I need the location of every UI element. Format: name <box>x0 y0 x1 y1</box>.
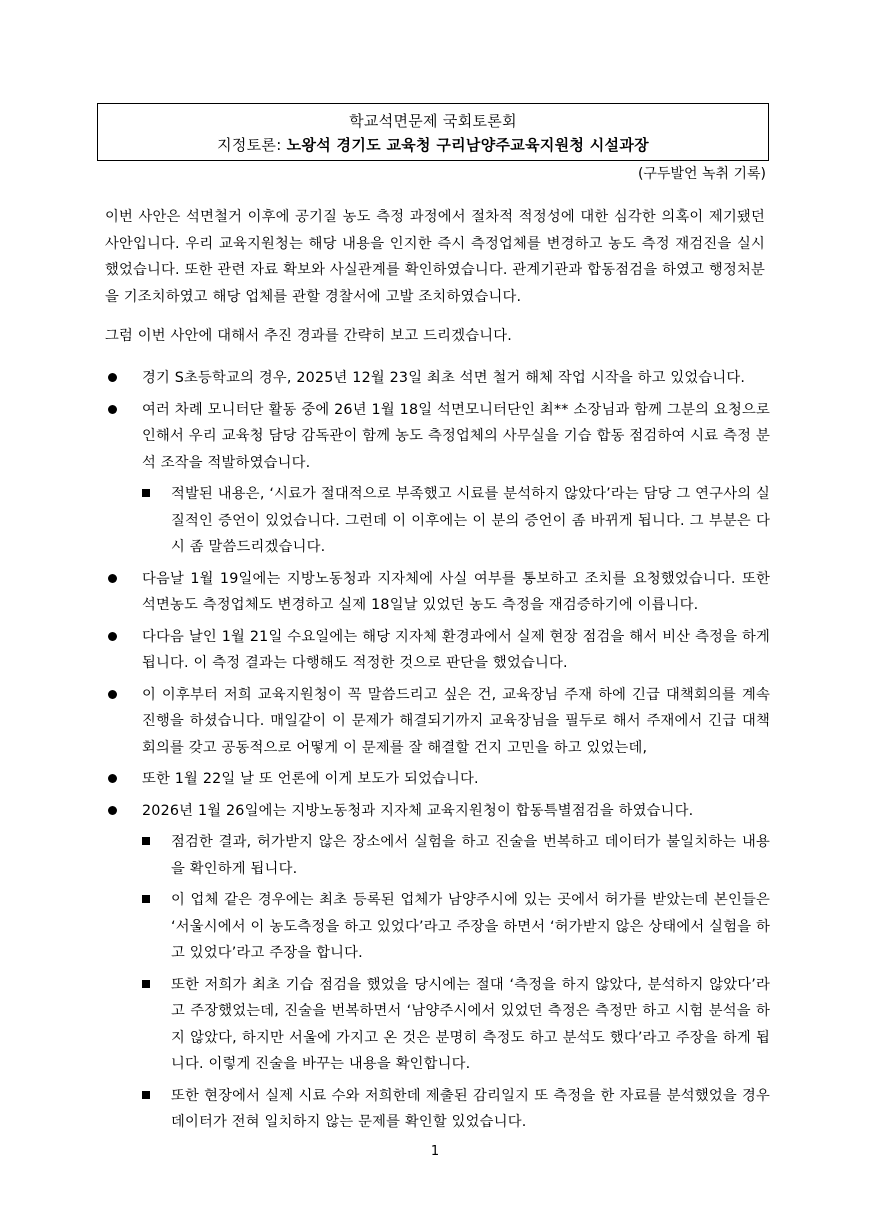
list-item-text: 2026년 1월 26일에는 지방노동청과 지자체 교육지원청이 합동특별점검을 하였습니다. <box>142 802 694 819</box>
sub-list-item-text: 적발된 내용은, ‘시료가 절대적으로 부족했고 시료를 분석하지 않았다’라는 담당 그 연구사의 실질적인 증언이 있었습니다. 그런데 이 이후에는 이 분의 증언이 좀 바뀌게 됩니다. 그 부분은 다시 좀 말씀드리겠습니다. <box>171 486 770 555</box>
list-item <box>105 566 770 619</box>
list-item <box>105 766 770 793</box>
list-item <box>105 624 770 677</box>
bullet-dot-icon <box>108 373 117 382</box>
list-item-text: 다음날 1월 19일에는 지방노동청과 지자체에 사실 여부를 통보하고 조치를 요청했었습니다. 또한 석면농도 측정업체도 변경하고 실제 18일날 있었던 농도 측정을 재검증하기에 이릅니다. <box>142 570 770 613</box>
bullet-square-icon <box>142 1091 150 1099</box>
record-note: (구두발언 녹취 기록) <box>637 166 766 182</box>
list-item-text: 이 이후부터 저희 교육지원청이 꼭 말씀드리고 싶은 건, 교육장님 주재 하에 긴급 대책회의를 계속 진행을 하셨습니다. 매일같이 이 문제가 해결되기까지 교육장님을 필두로 해서 주재에서 긴급 대책 회의를 갖고 공동적으로 어떻게 이 문제를 잘 해결할 건지 고민을 하고 있었는데, <box>142 686 770 756</box>
list-item-text: 다다음 날인 1월 21일 수요일에는 해당 지자체 환경과에서 실제 현장 점검을 해서 비산 측정을 하게 됩니다. 이 측정 결과는 다행해도 적정한 것으로 판단을 했었습니다. <box>142 628 770 671</box>
sub-list-item-text: 점검한 결과, 허가받지 않은 장소에서 실험을 하고 진술을 번복하고 데이터가 불일치하는 내용을 확인하게 됩니다. <box>171 834 770 877</box>
sub-list-item <box>105 481 770 561</box>
page-number: 1 <box>430 1144 440 1159</box>
speaker-name: 노왕석 경기도 교육청 구리남양주교육지원청 시설과장 <box>286 136 649 154</box>
bullet-dot-icon <box>108 774 117 783</box>
bullet-square-icon <box>142 895 150 903</box>
list-item-text: 또한 1월 22일 날 또 언론에 이게 보도가 되었습니다. <box>142 771 479 787</box>
bullet-dot-icon <box>108 405 117 414</box>
title-box <box>97 103 769 161</box>
sub-list-item <box>105 972 770 1078</box>
bullet-dot-icon <box>108 632 117 641</box>
summary-paragraph: 그럼 이번 사안에 대해서 추진 경과를 간략히 보고 드리겠습니다. <box>105 328 512 344</box>
list-item <box>105 397 770 477</box>
sub-list-item <box>105 1083 770 1136</box>
sub-list-item-text: 또한 저희가 최초 기습 점검을 했었을 당시에는 절대 ‘측정을 하지 않았다, 분석하지 않았다’라고 주장했었는데, 진술을 번복하면서 ‘남양주시에서 있었던 측정은 측정만 하고 시험 분석을 하지 않았다, 하지만 서울에 가지고 온 것은 분명히 측정도 하고 분석도 했다’라고 주장을 하게 됩니다. 이렇게 진술을 바꾸는 내용을 확인합니다. <box>171 976 770 1072</box>
event-title: 학교석면문제 국회토론회 <box>349 112 517 130</box>
bullet-list <box>105 365 770 1136</box>
sub-list-item <box>105 887 770 967</box>
sub-list-item-text: 또한 현장에서 실제 시료 수와 저희한데 제출된 감리일지 또 측정을 한 자료를 분석했었을 경우 데이터가 전혀 일치하지 않는 문제를 확인할 있었습니다. <box>171 1087 770 1130</box>
bullet-dot-icon <box>108 574 117 583</box>
sub-list-item-text: 이 업체 같은 경우에는 최초 등록된 업체가 남양주시에 있는 곳에서 허가를 받았는데 본인들은 ‘서울시에서 이 농도측정을 하고 있었다’라고 주장을 하면서 ‘허가받지 않은 상태에서 실험을 하고 있었다’라고 주장을 합니다. <box>171 892 770 961</box>
bullet-square-icon <box>142 489 150 497</box>
sub-list-item <box>105 829 770 882</box>
speaker-prefix: 지정토론: <box>217 136 287 154</box>
speaker-line <box>98 134 768 155</box>
list-item <box>105 682 770 762</box>
list-item-text: 경기 S초등학교의 경우, 2025년 12월 23일 최초 석면 철거 해체 작업 시작을 하고 있었습니다. <box>142 370 746 386</box>
list-item <box>105 798 770 825</box>
list-item-text: 여러 차례 모니터단 활동 중에 26년 1월 18일 석면모니터단인 최** 소장님과 함께 그분의 요청으로 인해서 우리 교육청 담당 감독관이 함께 농도 측정업체의 사무실을 기습 합동 점검하여 시료 측정 분석 조작을 적발하였습니다. <box>142 401 770 471</box>
list-item <box>105 365 770 392</box>
bullet-square-icon <box>142 980 150 988</box>
bullet-dot-icon <box>108 690 117 699</box>
bullet-square-icon <box>142 837 150 845</box>
bullet-dot-icon <box>108 806 117 815</box>
intro-paragraph: 이번 사안은 석면철거 이후에 공기질 농도 측정 과정에서 절차적 적정성에 대한 심각한 의혹이 제기됐던 사안입니다. 우리 교육지원청는 해당 내용을 인지한 즉시 측정업체를 변경하고 농도 측정 재검진을 실시했었습니다. 또한 관련 자료 확보와 사실관계를 확인하였습니다. 관계기관과 합동점검을 하였고 행정처분을 기조치하였고 해당 업체를 관할 경찰서에 고발 조치하였습니다. <box>105 209 765 305</box>
